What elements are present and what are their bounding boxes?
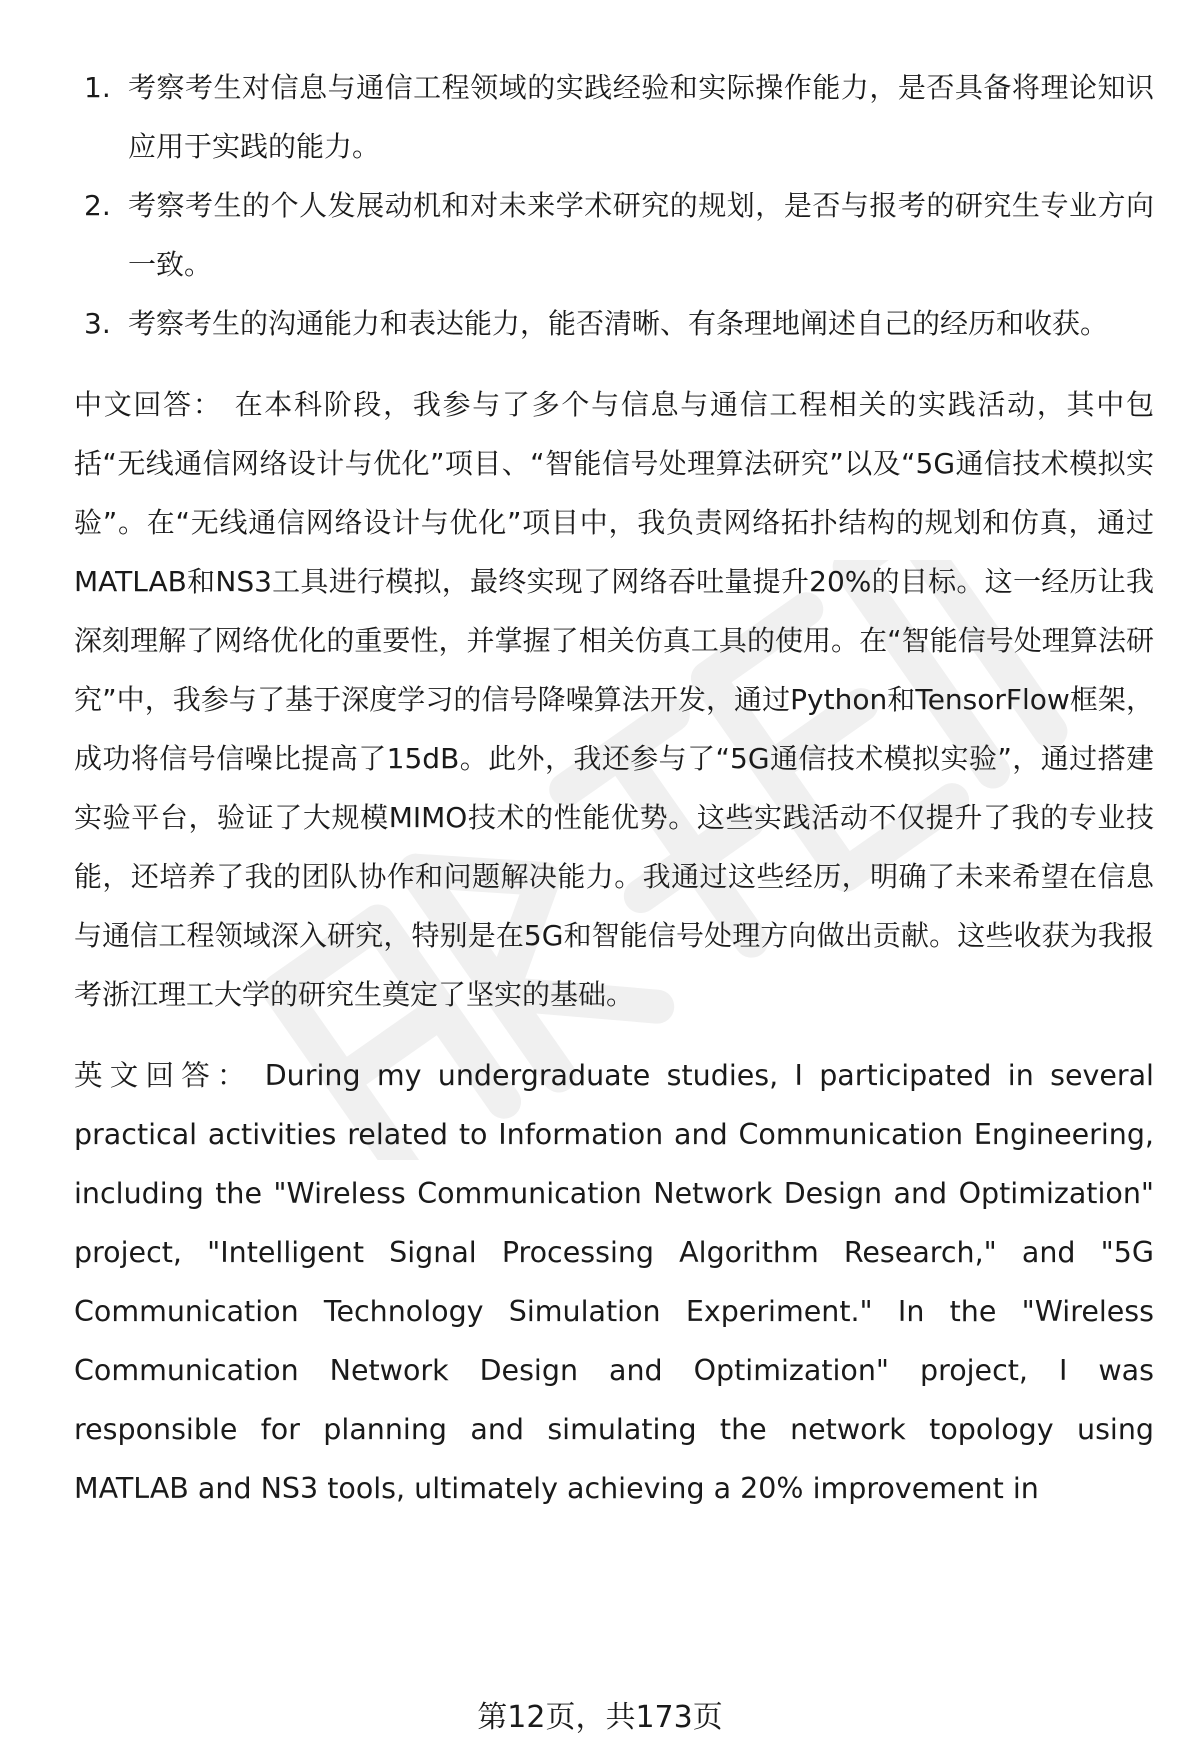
english-answer [74, 1046, 1154, 1518]
chinese-answer [74, 375, 1154, 1024]
criteria-number: 3. [84, 307, 111, 340]
criteria-item-2 [74, 176, 1154, 294]
chinese-answer-text: 在本科阶段，我参与了多个与信息与通信工程相关的实践活动，其中包括“无线通信网络设计与优化”项目、“智能信号处理算法研究”以及“5G通信技术模拟实验”。在“无线通信网络设计与优化”项目中，我负责网络拓扑结构的规划和仿真，通过MATLAB和NS3工具进行模拟，最终实现了网络吞吐量提升20%的目标。这一经历让我深刻理解了网络优化的重要性，并掌握了相关仿真工具的使用。在“智能信号处理算法研究”中，我参与了基于深度学习的信号降噪算法开发，通过Python和TensorFlow框架，成功将信号信噪比提高了15dB。此外，我还参与了“5G通信技术模拟实验”，通过搭建实验平台，验证了大规模MIMO技术的性能优势。这些实践活动不仅提升了我的专业技能，还培养了我的团队协作和问题解决能力。我通过这些经历，明确了未来希望在信息与通信工程领域深入研究，特别是在5G和智能信号处理方向做出贡献。这些收获为我报考浙江理工大学的研究生奠定了坚实的基础。 [74, 388, 1154, 1011]
criteria-text: 考察考生的沟通能力和表达能力，能否清晰、有条理地阐述自己的经历和收获。 [128, 307, 1109, 340]
criteria-item-3 [74, 294, 1154, 353]
english-answer-text: During my undergraduate studies, I participated in several practical activities related to Information and Communication Engineering, including the "Wireless Communication Network Design and Optimization" project, "Intelligent Signal Processing Algorithm Research," and "5G Communication Technology Simulation Experiment." In the "Wireless Communication Network Design and Optimization" project, I was responsible for planning and simulating the network topology using MATLAB and NS3 tools, ultimately achieving a 20% improvement in [74, 1059, 1154, 1505]
page-number: 第12页，共173页 [477, 1700, 723, 1735]
main-content [74, 58, 1154, 1518]
criteria-number: 2. [84, 189, 111, 222]
chinese-answer-label: 中文回答： [74, 388, 223, 421]
criteria-item-1 [74, 58, 1154, 176]
criteria-text: 考察考生对信息与通信工程领域的实践经验和实际操作能力，是否具备将理论知识应用于实践的能力。 [128, 71, 1154, 163]
criteria-number: 1. [84, 71, 111, 104]
english-answer-label: 英文回答： [74, 1059, 253, 1092]
criteria-text: 考察考生的个人发展动机和对未来学术研究的规划，是否与报考的研究生专业方向一致。 [128, 189, 1154, 281]
criteria-list [74, 58, 1154, 353]
